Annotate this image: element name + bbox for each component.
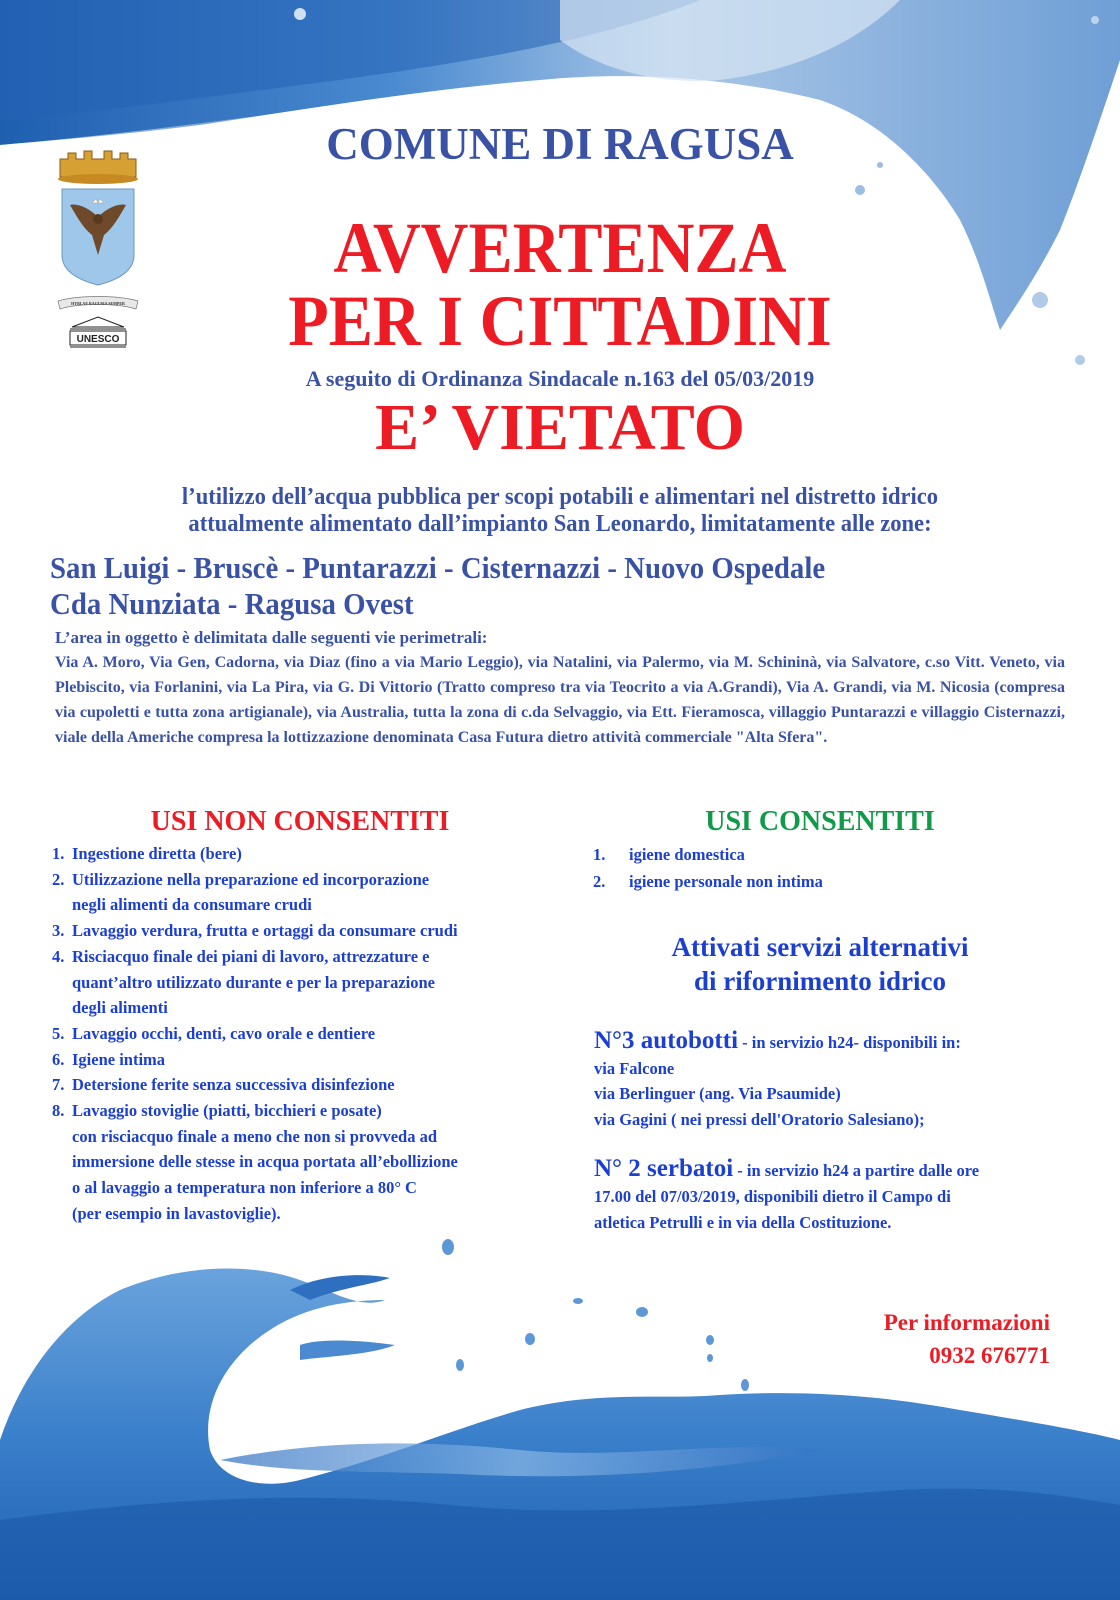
- list-item-continuation: [52, 1175, 572, 1201]
- ordinance-reference: A seguito di Ordinanza Sindacale n.163 del 05/03/2019: [305, 366, 815, 391]
- item-text: Utilizzazione nella preparazione ed incorporazione: [72, 869, 430, 889]
- location-item: via Falcone: [594, 1058, 675, 1078]
- item-text: Detersione ferite senza successiva disinfezione: [72, 1075, 395, 1095]
- item-number: 8.: [52, 1101, 65, 1121]
- allowed-heading: USI CONSENTITI: [705, 806, 935, 837]
- affected-zones: [50, 550, 1036, 622]
- list-item: [52, 944, 572, 970]
- item-text: quant’altro utilizzato durante e per la preparazione: [72, 972, 435, 992]
- services-title-line: Attivati servizi alternativi: [671, 932, 969, 962]
- list-item: [52, 1021, 572, 1047]
- zones-line: Cda Nunziata - Ragusa Ovest: [50, 586, 414, 621]
- notice-title-line1: AVVERTENZA: [333, 208, 787, 288]
- intro-line: l’utilizzo dell’acqua pubblica per scopi potabili e alimentari nel distretto idrico: [181, 484, 939, 510]
- contact-phone[interactable]: 0932 676771: [929, 1343, 1050, 1368]
- crest-motto: HYBLAE RAGUSIA SEMPER: [71, 301, 125, 306]
- item-number: 5.: [52, 1023, 65, 1043]
- item-number: 1.: [593, 845, 606, 864]
- municipality-title: COMUNE DI RAGUSA: [326, 119, 794, 169]
- list-item: [52, 1047, 572, 1073]
- item-text: Lavaggio stoviglie (piatti, bicchieri e posate): [72, 1101, 382, 1121]
- list-item: [593, 841, 1053, 868]
- list-item: [593, 868, 1053, 895]
- zones-line: San Luigi - Bruscè - Puntarazzi - Cisternazzi - Nuovo Ospedale: [50, 550, 826, 585]
- item-text: degli alimenti: [72, 998, 168, 1018]
- list-item-continuation: [52, 1124, 572, 1150]
- location-item: via Gagini ( nei pressi dell'Oratorio Salesiano);: [594, 1109, 925, 1129]
- item-text: Ingestione diretta (bere): [72, 844, 242, 863]
- indent-spacer: [52, 1175, 72, 1201]
- alternative-services-title: [590, 930, 1050, 998]
- water-tanks-line: 17.00 del 07/03/2019, disponibili dietro il Campo di: [594, 1187, 951, 1206]
- unesco-logo-icon: [70, 317, 126, 347]
- contact-label: Per informazioni: [883, 1310, 1050, 1335]
- not-allowed-heading: USI NON CONSENTITI: [150, 806, 450, 837]
- item-text: o al lavaggio a temperatura non inferiore a 80° C: [72, 1178, 417, 1198]
- allowed-list: [593, 841, 1053, 895]
- crown-icon: [58, 151, 138, 184]
- tanker-trucks-label: N°3 autobotti: [594, 1027, 739, 1054]
- tanker-trucks-info: [594, 1028, 1064, 1132]
- list-item: [52, 841, 572, 867]
- prohibition-heading: E’ VIETATO: [375, 391, 745, 464]
- item-number: 2.: [52, 869, 65, 889]
- list-item: [52, 1072, 572, 1098]
- item-number: 7.: [52, 1075, 65, 1095]
- not-allowed-list: [52, 841, 572, 1227]
- indent-spacer: [52, 1124, 72, 1150]
- item-text: Risciacquo finale dei piani di lavoro, attrezzature e: [72, 946, 430, 966]
- item-text: immersione delle stesse in acqua portata all’ebollizione: [72, 1152, 458, 1172]
- coat-of-arms-icon: [48, 145, 148, 355]
- indent-spacer: [52, 995, 72, 1021]
- item-number: 2.: [593, 872, 606, 891]
- location-item: via Berlinguer (ang. Via Psaumide): [594, 1084, 841, 1103]
- intro-line: attualmente alimentato dall’impianto San Leonardo, limitatamente alle zone:: [188, 511, 932, 537]
- area-perimeter: [55, 625, 1065, 750]
- water-tanks-label: N° 2 serbatoi: [594, 1155, 734, 1182]
- item-number: 6.: [52, 1049, 65, 1069]
- item-text: (per esempio in lavastoviglie).: [72, 1203, 281, 1223]
- list-item: [52, 1098, 572, 1124]
- item-text: con risciacquo finale a meno che non si provveda ad: [72, 1126, 438, 1146]
- water-tanks-line: atletica Petrulli e in via della Costituzione.: [594, 1213, 892, 1232]
- list-item-continuation: [52, 970, 572, 996]
- item-text: Igiene intima: [72, 1049, 166, 1069]
- notice-title-line2: PER I CITTADINI: [288, 281, 832, 361]
- unesco-text: UNESCO: [76, 334, 120, 345]
- list-item: [52, 867, 572, 893]
- list-item: [52, 918, 572, 944]
- indent-spacer: [52, 892, 72, 918]
- item-text: igiene personale non intima: [629, 872, 823, 891]
- water-tanks-desc: - in servizio h24 a partire dalle ore: [733, 1161, 980, 1180]
- item-text: igiene domestica: [629, 845, 745, 864]
- contact-info: [820, 1306, 1050, 1372]
- area-streets: Via A. Moro, Via Gen, Cadorna, via Diaz (fino a via Mario Leggio), via Natalini, via Palermo, via M. Schininà, via Salvatore, c.so Vitt. Veneto, via Plebiscito, via Forlanini, via La Pira, via G. Di Vittorio (Tratto compreso tra via Teocrito a via A.Grandi), Via A. Grandi, via M. Nicosia (compresa via cupoletti e tutta zona artigianale), via Australia, tutta la zona di c.da Selvaggio, via Ett. Fieramosca, villaggio Puntarazzi e villaggio Cisternazzi, viale della Americhe compresa la lottizzazione denominata Casa Futura dietro attività commerciale "Alta Sfera".: [55, 654, 1065, 746]
- indent-spacer: [52, 1201, 72, 1227]
- list-item-continuation: [52, 1201, 572, 1227]
- tanker-trucks-desc: - in servizio h24- disponibili in:: [738, 1033, 961, 1052]
- item-text: negli alimenti da consumare crudi: [72, 895, 312, 915]
- item-number: 3.: [52, 921, 65, 941]
- services-title-line: di rifornimento idrico: [694, 966, 946, 996]
- indent-spacer: [52, 970, 72, 996]
- list-item-continuation: [52, 995, 572, 1021]
- area-heading: L’area in oggetto è delimitata dalle seguenti vie perimetrali:: [55, 628, 488, 647]
- prohibition-intro: [71, 484, 1049, 538]
- water-tanks-info: [594, 1156, 1064, 1236]
- item-text: Lavaggio verdura, frutta e ortaggi da consumare crudi: [72, 921, 458, 941]
- list-item-continuation: [52, 892, 572, 918]
- list-item-continuation: [52, 1149, 572, 1175]
- indent-spacer: [52, 1149, 72, 1175]
- item-number: 4.: [52, 946, 65, 966]
- item-number: 1.: [52, 844, 65, 863]
- item-text: Lavaggio occhi, denti, cavo orale e dentiere: [72, 1023, 376, 1043]
